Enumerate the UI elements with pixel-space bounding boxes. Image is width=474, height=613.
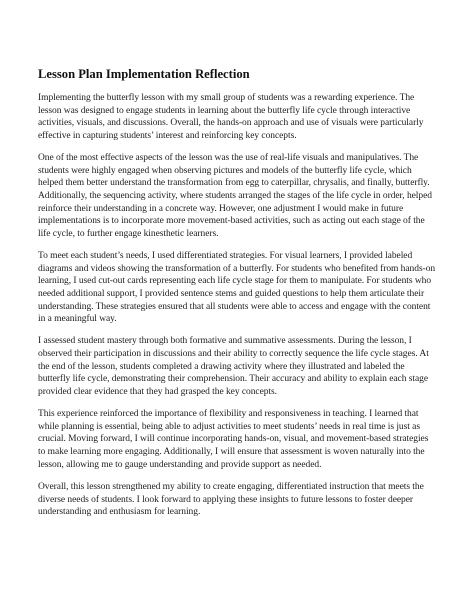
paragraph-reflection: This experience reinforced the importance of flexibility and responsiveness in teaching. I learned that while planning is essential, being able to adjust activities to meet students’ needs in real time is just as crucial. Moving forward, I will continue incorporating hands-on, visual, and movement-based strategies to make learning more engaging. Additionally, I will ensure that assessment is woven naturally into the lesson, allowing me to gauge understanding and provide support as needed. (38, 409, 429, 470)
paragraph-assessment: I assessed student mastery through both formative and summative assessments. During the lesson, I observed their participation in discussions and their ability to correctly sequence the life cycle stages. At the end of the lesson, students completed a drawing activity where they illustrated and labeled the butterfly life cycle, demonstrating their comprehension. Their accuracy and ability to explain each stage provided clear evidence that they had grasped the key concepts. (38, 336, 429, 397)
document-title: Lesson Plan Implementation Reflection (38, 67, 250, 81)
paragraph-differentiation: To meet each student’s needs, I used differentiated strategies. For visual learners, I provided labeled diagrams and videos showing the transformation of a butterfly. For students who benefited from hands-on learning, I used cut-out cards representing each life cycle stage for them to manipulate. For students who needed additional support, I provided sentence stems and guided questions to help them articulate their understanding. These strategies ensured that all students were able to access and engage with the content in a meaningful way. (38, 251, 436, 325)
paragraph-effective-aspects: One of the most effective aspects of the lesson was the use of real-life visuals and manipulatives. The students were highly engaged when observing pictures and models of the butterfly life cycle, which helped them better understand the transformation from egg to caterpillar, chrysalis, and finally, butterfly. Additionally, the sequencing activity, where students arranged the stages of the life cycle in order, helped reinforce their understanding in a concrete way. However, one adjustment I would make in future implementations is to incorporate more movement-based activities, such as acting out each stage of the life cycle, to further engage kinesthetic learners. (38, 153, 432, 239)
paragraph-conclusion: Overall, this lesson strengthened my ability to create engaging, differentiated instruction that meets the diverse needs of students. I look forward to applying these insights to future lessons to foster deeper understanding and enthusiasm for learning. (38, 482, 424, 518)
paragraph-intro: Implementing the butterfly lesson with my small group of students was a rewarding experience. The lesson was designed to engage students in learning about the butterfly life cycle through interactive activities, visuals, and discussions. Overall, the hands-on approach and use of visuals were particularly effective in capturing students’ interest and reinforcing key concepts. (38, 93, 424, 141)
